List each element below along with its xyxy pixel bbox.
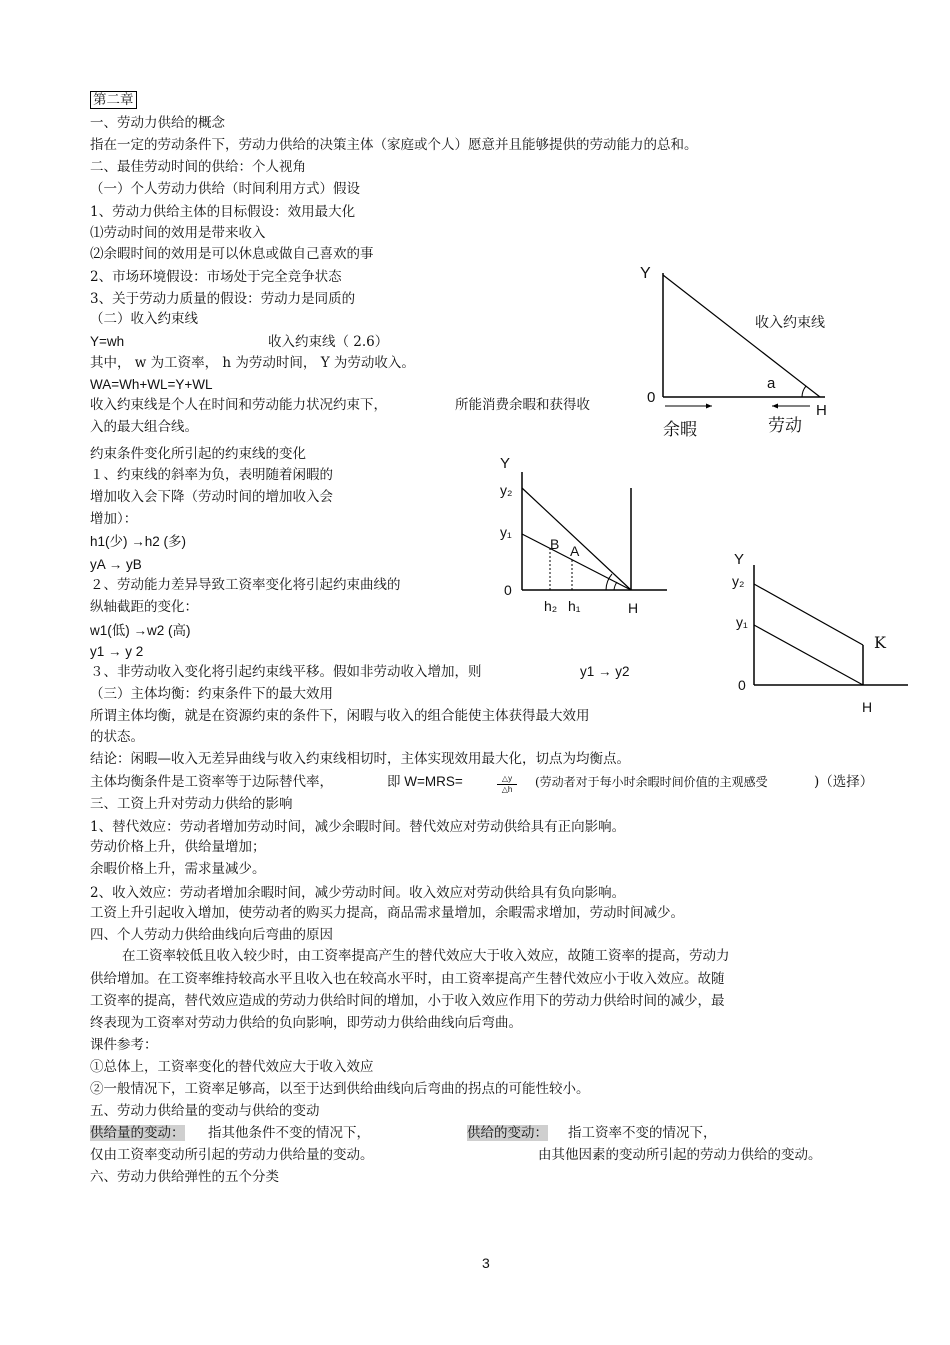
text-line: 所谓主体均衡，就是在资源约束的条件下，闲暇与收入的组合能使主体获得最大效用 <box>90 708 590 724</box>
h1-label: h₁ <box>568 598 581 614</box>
text-line: 增加收入会下降（劳动时间的增加收入会 <box>90 489 333 505</box>
heading-5: 五、劳动力供给量的变动与供给的变动 <box>90 1103 320 1119</box>
heading-6: 六、劳动力供给弹性的五个分类 <box>90 1169 279 1185</box>
heading-2: 二、最佳劳动时间的供给：个人视角 <box>90 159 306 175</box>
labor-arrowhead <box>772 404 778 409</box>
subheading-1: （一）个人劳动力供给（时间利用方式）假设 <box>90 181 360 197</box>
text-line: 由其他因素的变动所引起的劳动力供给的变动。 <box>538 1147 822 1163</box>
subheading-2: （二）收入约束线 <box>90 311 198 327</box>
constraint-line-y2 <box>754 584 863 645</box>
y1-label: y₁ <box>736 614 748 630</box>
paragraph-line: 供给增加。在工资率维持较高水平且收入也在较高水平时，由工资率提高产生替代效应小于收入效应。故随 <box>90 971 725 987</box>
h-label: H <box>816 402 827 419</box>
h2-label: h₂ <box>544 598 558 614</box>
leisure-arrowhead <box>706 404 712 409</box>
text-line: 2、市场环境假设：市场处于完全竞争状态 <box>90 269 342 285</box>
text-line: 的状态。 <box>90 729 144 745</box>
formula-text: Y=wh <box>90 334 125 349</box>
formula-text: 即 W=MRS= <box>387 774 463 789</box>
paragraph-line: 在工资率较低且收入较少时，由工资率提高产生的替代效应大于收入效应，故随工资率的提高，劳动力 <box>122 948 730 964</box>
text-line: １、约束线的斜率为负，表明随着闲暇的 <box>90 467 333 483</box>
text-line: w1(低) →w2 (高) <box>90 623 191 638</box>
y1-label: y₁ <box>500 524 512 540</box>
text-line: 余暇价格上升，需求量减少。 <box>90 861 266 877</box>
point-b-label: B <box>550 536 560 552</box>
k-label: K <box>874 633 886 652</box>
paragraph-line: 工资率的提高，替代效应造成的劳动力供给时间的增加，小于收入效应作用下的劳动力供给时间的减少，最 <box>90 993 725 1009</box>
text-line: 1、劳动力供给主体的目标假设：效用最大化 <box>90 204 356 220</box>
conclusion-text: 结论：闲暇—收入无差异曲线与收入约束线相切时，主体实现效用最大化，切点为均衡点。 <box>90 751 630 767</box>
h-label: H <box>862 699 873 715</box>
text-line: ⑴劳动时间的效用是带来收入 <box>90 225 266 241</box>
text-line: 增加）： <box>90 511 138 527</box>
figure-nonlabor-income <box>722 545 917 720</box>
text-line: )（选择） <box>814 774 874 790</box>
origin-label: 0 <box>738 677 746 693</box>
text-line: yA → yB <box>90 557 142 572</box>
fraction-numerator: △y <box>497 774 517 785</box>
text-line: ３、非劳动收入变化将引起约束线平移。假如非劳动收入增加，则 <box>90 664 482 680</box>
text-line: 工资上升引起收入增加，使劳动者的购买力提高，商品需求量增加，余暇需求增加，劳动时间减少。 <box>90 905 684 921</box>
term-quantity-change: 供给量的变动： <box>90 1125 185 1141</box>
page-number: 3 <box>482 1255 490 1271</box>
text-line: ⑵余暇时间的效用是可以休息或做自己喜欢的事 <box>90 246 374 262</box>
origin-label: 0 <box>647 389 656 406</box>
text-line: 2、收入效应：劳动者增加余暇时间，减少劳动时间。收入效应对劳动供给具有负向影响。 <box>90 885 626 901</box>
angle-arc <box>802 386 806 397</box>
text-line: 指其他条件不变的情况下， <box>208 1125 370 1141</box>
text-line: 纵轴截距的变化： <box>90 599 198 615</box>
subheading-3: （三）主体均衡：约束条件下的最大效用 <box>90 686 333 702</box>
text-line: 收入约束线是个人在时间和劳动能力状况约束下， <box>90 397 387 413</box>
text-line: 课件参考： <box>90 1037 158 1053</box>
text-line: h1(少) →h2 (多) <box>90 534 187 549</box>
y2-label: y₂ <box>732 573 745 589</box>
text-line: y1 → y 2 <box>90 644 144 659</box>
text-line: 仅由工资率变动所引起的劳动力供给量的变动。 <box>90 1147 374 1163</box>
y-axis-label: Y <box>640 265 651 282</box>
term-supply-change: 供给的变动： <box>467 1125 548 1141</box>
leisure-label: 余暇 <box>663 420 697 440</box>
y2-label: y₂ <box>500 482 513 498</box>
heading-4: 四、个人劳动力供给曲线向后弯曲的原因 <box>90 927 333 943</box>
text-line: (劳动者对于每小时余暇时间价值的主观感受 <box>535 775 768 789</box>
angle-arc-inner <box>614 582 617 590</box>
heading-1: 一、劳动力供给的概念 <box>90 115 225 131</box>
text-line: 3、关于劳动力质量的假设：劳动力是同质的 <box>90 291 356 307</box>
text-line: ①总体上，工资率变化的替代效应大于收入效应 <box>90 1059 374 1075</box>
text-line: 劳动价格上升，供给量增加； <box>90 839 266 855</box>
figure-income-constraint <box>630 255 860 445</box>
constraint-line-label: 收入约束线 <box>755 315 825 331</box>
text-line: 1、替代效应：劳动者增加劳动时间，减少余暇时间。替代效应对劳动供给具有正向影响。 <box>90 819 626 835</box>
text-line: y1 → y2 <box>580 664 630 679</box>
h-label: H <box>628 600 639 616</box>
figure-wage-change <box>492 450 672 625</box>
text-line: 收入约束线（ 2.6） <box>268 334 389 350</box>
text-line: 所能消费余暇和获得收 <box>455 397 590 413</box>
text-line: ②一般情况下，工资率足够高，以至于达到供给曲线向后弯曲的拐点的可能性较小。 <box>90 1081 590 1097</box>
text-line: ２、劳动能力差异导致工资率变化将引起约束曲线的 <box>90 577 401 593</box>
definition-text: 指在一定的劳动条件下，劳动力供给的决策主体（家庭或个人）愿意并且能够提供的劳动能力的总和。 <box>90 137 698 153</box>
angle-arc-outer <box>606 574 612 590</box>
formula-text: WA=Wh+WL=Y+WL <box>90 377 213 392</box>
fraction-denominator: △h <box>501 785 513 794</box>
y-axis-label: Y <box>734 551 745 568</box>
heading-3: 三、工资上升对劳动力供给的影响 <box>90 796 293 812</box>
text-line: 主体均衡条件是工资率等于边际替代率， <box>90 774 333 790</box>
text-line: 指工资率不变的情况下， <box>568 1125 717 1141</box>
constraint-line <box>663 275 820 397</box>
chapter-title: 第二章 <box>90 91 137 109</box>
text-line: 入的最大组合线。 <box>90 419 198 435</box>
constraint-line-y1 <box>754 625 863 685</box>
y-axis-label: Y <box>500 455 511 472</box>
angle-label: a <box>767 375 776 392</box>
origin-label: 0 <box>504 582 512 598</box>
text-line: 约束条件变化所引起的约束线的变化 <box>90 446 306 462</box>
text-line: 其中， w 为工资率， h 为劳动时间， Y 为劳动收入。 <box>90 355 415 371</box>
point-a-label: A <box>570 543 580 559</box>
constraint-line-y2 <box>522 488 631 590</box>
labor-label: 劳动 <box>768 416 802 436</box>
paragraph-line: 终表现为工资率对劳动力供给的负向影响，即劳动力供给曲线向后弯曲。 <box>90 1015 522 1031</box>
